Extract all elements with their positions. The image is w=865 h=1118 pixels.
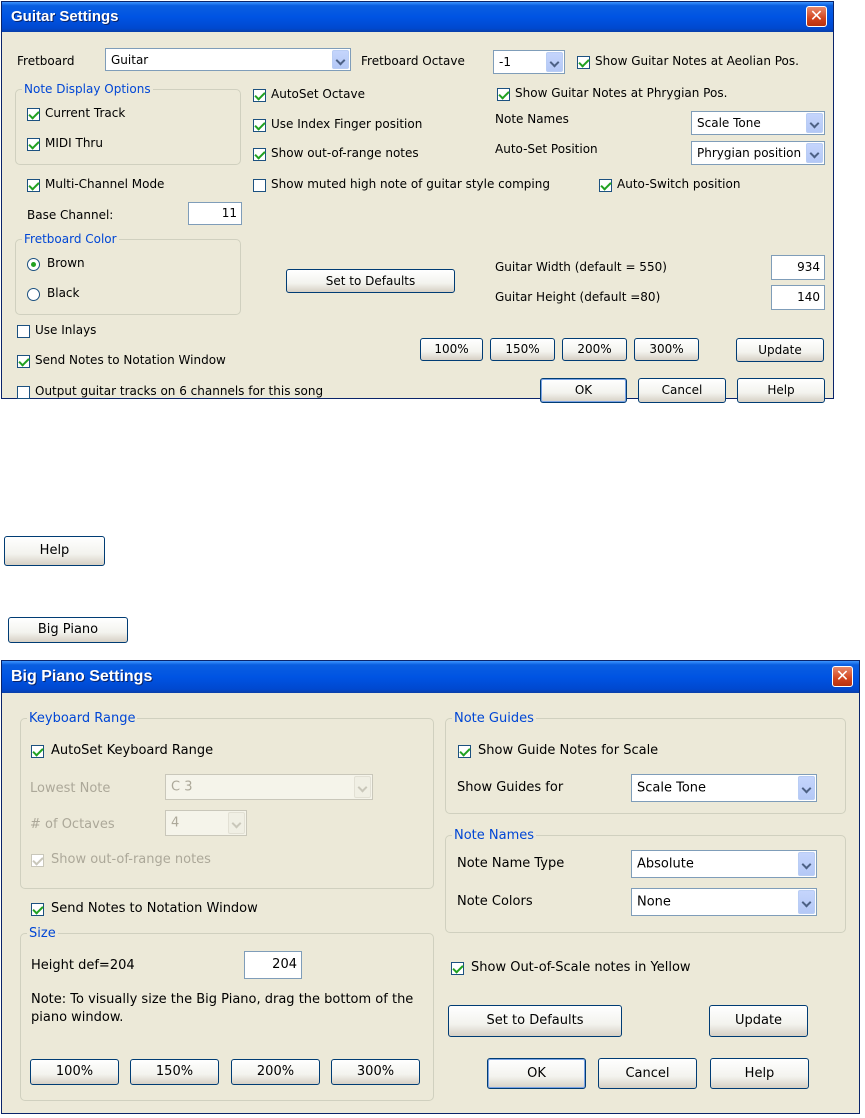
guitar-title-bar[interactable] — [2, 2, 833, 32]
current-track-checkbox[interactable] — [27, 108, 40, 121]
chevron-down-icon[interactable] — [806, 143, 823, 163]
fretboard-color-group — [15, 232, 241, 315]
show-guides-for-select[interactable] — [631, 774, 817, 802]
send-notes-checkbox[interactable] — [17, 355, 30, 368]
octaves-select[interactable] — [165, 810, 247, 836]
piano-zoom-200-button[interactable]: 200% — [231, 1059, 320, 1085]
help-button[interactable]: Help — [4, 536, 105, 566]
show-out-of-range-label[interactable]: Show out-of-range notes — [51, 852, 211, 867]
output-tracks-checkbox[interactable] — [17, 386, 30, 399]
fretboard-label: Fretboard — [17, 54, 75, 68]
autoset-range-label[interactable]: AutoSet Keyboard Range — [51, 743, 214, 758]
piano-cancel-button[interactable]: Cancel — [598, 1058, 697, 1089]
octaves-label: # of Octaves — [30, 817, 115, 832]
guitar-height-field[interactable]: 140 — [771, 285, 825, 310]
fretboard-octave-select[interactable] — [493, 50, 565, 74]
chevron-down-icon[interactable] — [332, 50, 349, 69]
auto-switch-checkbox[interactable] — [599, 179, 612, 192]
piano-ok-button[interactable]: OK — [487, 1058, 586, 1089]
midi-thru-checkbox[interactable] — [27, 138, 40, 151]
use-inlays-checkbox[interactable] — [17, 325, 30, 338]
fretboard-select[interactable] — [105, 48, 351, 71]
close-icon[interactable]: ✕ — [806, 6, 827, 27]
piano-update-button[interactable]: Update — [709, 1005, 808, 1037]
guitar-dialog-title: Guitar Settings — [11, 8, 119, 25]
guitar-set-defaults-button[interactable]: Set to Defaults — [286, 269, 455, 293]
note-display-options-legend: Note Display Options — [24, 82, 151, 96]
note-colors-value: None — [637, 894, 671, 910]
current-track-label[interactable]: Current Track — [45, 106, 126, 120]
chevron-down-icon[interactable] — [354, 776, 371, 798]
guitar-zoom-150-button[interactable]: 150% — [490, 338, 555, 361]
piano-send-notes-label[interactable]: Send Notes to Notation Window — [51, 901, 258, 916]
piano-zoom-150-button[interactable]: 150% — [130, 1059, 219, 1085]
autoset-range-checkbox[interactable] — [31, 745, 44, 758]
piano-dialog-title: Big Piano Settings — [11, 668, 153, 685]
guitar-settings-dialog — [1, 1, 834, 399]
big-piano-button[interactable]: Big Piano — [8, 617, 128, 643]
show-guides-for-label: Show Guides for — [457, 780, 564, 795]
show-out-of-range-checkbox[interactable] — [31, 854, 44, 867]
note-names-select[interactable] — [691, 111, 825, 135]
base-channel-label: Base Channel: — [27, 208, 114, 222]
height-field[interactable]: 204 — [244, 951, 302, 979]
show-guide-notes-label[interactable]: Show Guide Notes for Scale — [478, 743, 659, 758]
brown-label[interactable]: Brown — [47, 256, 85, 270]
autoset-octave-checkbox[interactable] — [253, 89, 266, 102]
lowest-note-label: Lowest Note — [30, 781, 111, 796]
muted-high-note-label[interactable]: Show muted high note of guitar style comping — [271, 177, 550, 191]
big-piano-settings-dialog — [1, 660, 860, 1114]
brown-radio[interactable] — [27, 258, 40, 271]
base-channel-field[interactable]: 11 — [188, 202, 242, 225]
guitar-width-label: Guitar Width (default = 550) — [495, 260, 667, 274]
guitar-update-button[interactable]: Update — [736, 338, 824, 362]
auto-switch-label[interactable]: Auto-Switch position — [617, 177, 741, 191]
guitar-help-button[interactable]: Help — [737, 378, 825, 403]
lowest-note-value: C 3 — [171, 779, 193, 795]
chevron-down-icon[interactable] — [798, 852, 815, 876]
fretboard-select-value: Guitar — [111, 52, 149, 67]
multi-channel-label[interactable]: Multi-Channel Mode — [45, 177, 165, 191]
chevron-down-icon[interactable] — [546, 52, 563, 72]
autoset-position-value: Phrygian position — [697, 146, 802, 160]
autoset-position-label: Auto-Set Position — [495, 142, 598, 156]
piano-send-notes-checkbox[interactable] — [31, 903, 44, 916]
show-aeolian-label[interactable]: Show Guitar Notes at Aeolian Pos. — [595, 54, 799, 68]
use-inlays-label[interactable]: Use Inlays — [35, 323, 97, 337]
guitar-width-field[interactable]: 934 — [771, 255, 825, 280]
midi-thru-label[interactable]: MIDI Thru — [45, 136, 103, 150]
piano-zoom-300-button[interactable]: 300% — [331, 1059, 420, 1085]
note-names-label: Note Names — [495, 112, 569, 126]
guitar-cancel-button[interactable]: Cancel — [638, 378, 726, 403]
out-of-range-label[interactable]: Show out-of-range notes — [271, 146, 419, 160]
piano-zoom-100-button[interactable]: 100% — [30, 1059, 119, 1085]
note-name-type-value: Absolute — [637, 856, 694, 872]
height-label: Height def=204 — [31, 958, 135, 973]
note-colors-label: Note Colors — [457, 894, 533, 909]
autoset-position-select[interactable] — [691, 141, 825, 165]
black-radio[interactable] — [27, 288, 40, 301]
chevron-down-icon[interactable] — [798, 776, 815, 800]
lowest-note-select[interactable] — [165, 774, 373, 800]
note-guides-legend: Note Guides — [454, 711, 534, 726]
note-name-type-label: Note Name Type — [457, 856, 565, 871]
close-icon[interactable]: ✕ — [832, 666, 853, 687]
chevron-down-icon[interactable] — [798, 890, 815, 914]
guitar-ok-button[interactable]: OK — [540, 378, 627, 403]
fretboard-color-legend: Fretboard Color — [24, 232, 117, 246]
note-names-value: Scale Tone — [697, 116, 761, 130]
keyboard-range-legend: Keyboard Range — [29, 711, 136, 726]
send-notes-label[interactable]: Send Notes to Notation Window — [35, 353, 226, 367]
muted-high-note-checkbox[interactable] — [253, 179, 266, 192]
guitar-zoom-300-button[interactable]: 300% — [634, 338, 699, 361]
note-colors-select[interactable] — [631, 888, 817, 916]
show-phrygian-checkbox[interactable] — [497, 88, 510, 101]
guitar-height-label: Guitar Height (default =80) — [495, 290, 661, 304]
note-name-type-select[interactable] — [631, 850, 817, 878]
piano-help-button[interactable]: Help — [710, 1058, 809, 1089]
show-guides-for-value: Scale Tone — [637, 780, 707, 796]
chevron-down-icon[interactable] — [806, 113, 823, 133]
piano-title-bar[interactable] — [2, 661, 859, 693]
size-note-text: Note: To visually size the Big Piano, drag the bottom of the piano window. — [31, 992, 414, 1025]
show-phrygian-label[interactable]: Show Guitar Notes at Phrygian Pos. — [515, 86, 728, 100]
note-names-legend: Note Names — [454, 828, 535, 843]
out-of-range-checkbox[interactable] — [253, 148, 266, 161]
show-aeolian-checkbox[interactable] — [577, 56, 590, 69]
output-tracks-label[interactable]: Output guitar tracks on 6 channels for this song — [35, 384, 324, 398]
index-finger-label[interactable]: Use Index Finger position — [271, 117, 423, 131]
black-label[interactable]: Black — [47, 286, 80, 300]
piano-set-defaults-button[interactable]: Set to Defaults — [448, 1005, 622, 1037]
size-legend: Size — [29, 926, 56, 941]
octaves-value: 4 — [171, 815, 180, 831]
show-out-of-scale-label[interactable]: Show Out-of-Scale notes in Yellow — [471, 960, 691, 975]
show-out-of-scale-checkbox[interactable] — [451, 962, 464, 975]
show-guide-notes-checkbox[interactable] — [458, 745, 471, 758]
chevron-down-icon[interactable] — [228, 812, 245, 834]
fretboard-octave-label: Fretboard Octave — [361, 54, 465, 68]
autoset-octave-label[interactable]: AutoSet Octave — [271, 87, 365, 101]
note-display-options-group — [15, 82, 241, 165]
fretboard-octave-value: -1 — [499, 55, 511, 69]
guitar-zoom-100-button[interactable]: 100% — [420, 338, 483, 361]
multi-channel-checkbox[interactable] — [27, 179, 40, 192]
guitar-zoom-200-button[interactable]: 200% — [562, 338, 627, 361]
index-finger-checkbox[interactable] — [253, 119, 266, 132]
